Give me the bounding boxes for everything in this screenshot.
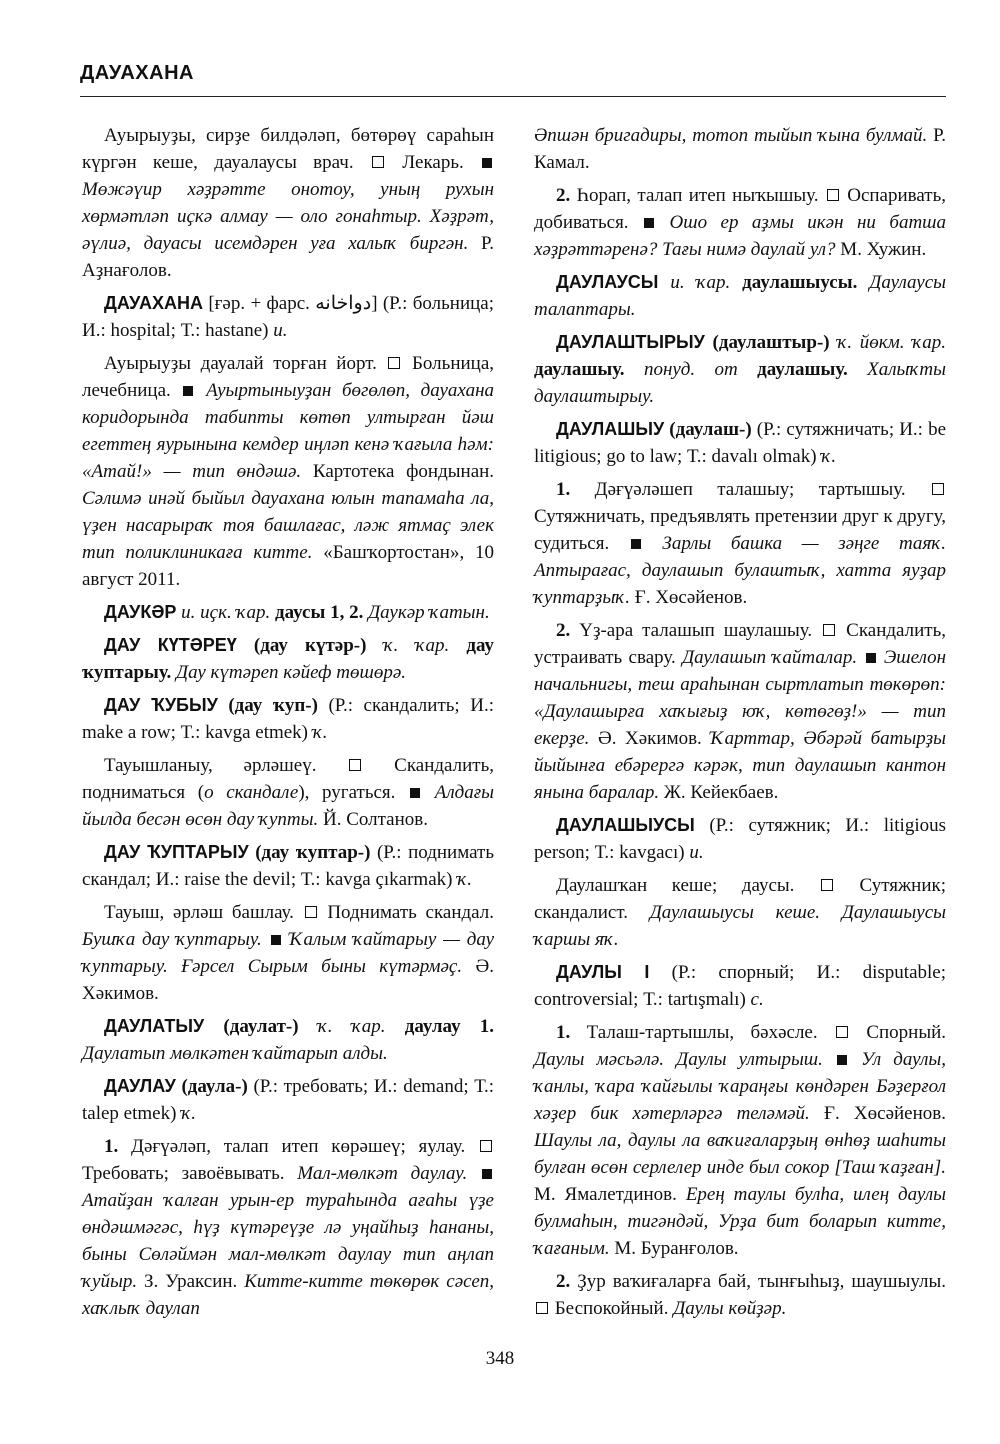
entry-dau-kuptaryu: ДАУ ҠУПТАРЫУ (дау ҡуптар-) (Р.: поднимать скандал; И.: raise the devil; Т.: kavga çıkarmak) ҡ. xyxy=(82,842,495,890)
right-column xyxy=(534,122,946,1328)
russian-marker-icon xyxy=(536,1302,548,1314)
left-column xyxy=(82,122,494,1328)
russian-marker-icon xyxy=(305,906,317,918)
example-marker-icon xyxy=(837,1055,847,1065)
example-marker-icon xyxy=(482,158,492,168)
headword: ДАУ ҠУБЫУ xyxy=(104,695,218,715)
headword: ДАУЛАУСЫ xyxy=(556,272,659,292)
russian-marker-icon xyxy=(349,759,361,771)
entry-sense: 2. Үҙ-ара талашып шаулашыу. Скандалить, устраивать свару. Даулашып ҡайталар. Эшелон начальнигы, теш араһынан сыртлатып төкөрөп: «Даулашырға хаҡығыҙ юҡ, көтөгөҙ!» — тип екерҙе. Ә. Хәкимов. Ҡарттар, Әбәрәй батырҙы йыйынға ебәрергә кәрәк, тип даулашып кантон янына баралар. Ж. Кейекбаев. xyxy=(534,620,947,803)
entry-dauakhana: ДАУАХАНА [ғәр. + фарс. دواخانه] (Р.: больница; И.: hospital; Т.: hastane) и. xyxy=(82,293,494,341)
example-marker-icon xyxy=(410,788,420,798)
example-marker-icon xyxy=(482,1169,492,1179)
headword: ДАУКӘР xyxy=(104,602,177,622)
headword: ДАУЛЫ I xyxy=(556,962,650,982)
entry-continuation: Ауырыуҙы, сирҙе билдәләп, бөтөрөү сараһын күргән кеше, дауалаусы врач. Лекарь. Мөжәүир хәҙрәтте онотоу, уның рухын хөрмәтләп иҫкә алмау — оло гонаһтыр. Хәҙрәт, әүлиә, дауасы исемдәрен уға халыҡ биргән. Р. Аҙнағолов. xyxy=(82,125,494,281)
page-number: 348 xyxy=(485,1348,515,1369)
entry-daulau: ДАУЛАУ (даула-) (Р.: требовать; И.: demand; Т.: talep etmek) ҡ. xyxy=(82,1076,495,1124)
entry-daulashyusy: ДАУЛАШЫУСЫ (Р.: сутяжник; И.: litigious person; Т.: kavgacı) и. xyxy=(534,815,946,863)
entry-definition: Тауышланыу, әрләшеү. Скандалить, подниматься (о скандале), ругаться. Алдағы йылда бесән өсөн дау ҡупты. Й. Солтанов. xyxy=(82,755,495,830)
example-marker-icon xyxy=(866,653,876,663)
headword: ДАУЛАТЫУ xyxy=(104,1016,205,1036)
entry-definition: Тауыш, әрләш башлау. Поднимать скандал. Бушҡа дау ҡуптарыу. Ҡалым ҡайтарыу — дау ҡуптарыу. Ғәрсел Сырым быны күтәрмәҫ. Ә. Хәкимов. xyxy=(82,902,495,1004)
russian-marker-icon xyxy=(932,483,944,495)
entry-definition: Даулашҡан кеше; даусы. Сутяжник; скандалист. Даулашыусы кеше. Даулашыусы ҡаршы яҡ. xyxy=(534,875,947,950)
russian-marker-icon xyxy=(821,879,833,891)
header-rule xyxy=(80,96,946,97)
entry-sense: 2. Һорап, талап итеп ныҡышыу. Оспаривать, добиваться. Ошо ер аҙмы икән ни батша хәҙрәттәренә? Тағы нимә даулай ул? М. Хужин. xyxy=(534,185,947,260)
entry-daukar: ДАУКӘР и. иҫк. ҡар. даусы 1, 2. Даукәр ҡатын. xyxy=(104,602,490,623)
russian-marker-icon xyxy=(823,624,835,636)
entry-daulashtyryu: ДАУЛАШТЫРЫУ (даулаштыр-) ҡ. йөкм. ҡар. даулашыу. понуд. от даулашыу. Халыҡты даулаштырыу. xyxy=(534,332,947,407)
entry-dau-kutareu: ДАУ КҮТӘРЕҮ (дау күтәр-) ҡ. ҡар. дау ҡуптарыу. Дау күтәреп кәйеф төшөрә. xyxy=(82,635,495,683)
example-marker-icon xyxy=(631,539,641,549)
example-marker-icon xyxy=(644,218,654,228)
entry-sense: 1. Дәғүәләп, талап итеп көрәшеү; яулау. Требовать; завоёвывать. Мал-мөлкәт даулау. Атайҙан ҡалған урын-ер тураһында ағаһы үҙе өндәшмәгәс, һүҙ күтәреүҙе лә уңайһыҙ һананы, быны Сөләймән мал-мөлкәт даулау тип аңлап ҡуйыр. З. Ураксин. Китте-китте төкөрөк сәсеп, хаҡлыҡ даулап xyxy=(82,1136,494,1319)
example-marker-icon xyxy=(183,386,193,396)
entry-dauly-1: ДАУЛЫ I (Р.: спорный; И.: disputable; controversial; Т.: tartışmalı) с. xyxy=(534,962,947,1010)
page-header xyxy=(80,62,946,85)
entry-daulashyu: ДАУЛАШЫУ (даулаш-) (Р.: сутяжничать; И.: be litigious; go to law; Т.: davalı olmak) ҡ. xyxy=(534,419,946,467)
entry-sense: 2. Ҙур ваҡиғаларға бай, тынғыһыҙ, шаушыулы. Беспокойный. Даулы көйҙәр. xyxy=(534,1268,946,1322)
entry-continuation: Әпшән бригадиры, тотоп тыйып ҡына булмай. Р. Камал. xyxy=(534,125,947,173)
russian-marker-icon xyxy=(388,357,400,369)
headword: ДАУЛАУ xyxy=(104,1076,176,1096)
headword: ДАУАХАНА xyxy=(104,293,203,313)
running-head: ДАУАХАНА xyxy=(80,62,194,84)
russian-marker-icon xyxy=(827,189,839,201)
entry-dau-kubyu: ДАУ ҠУБЫУ (дау ҡуп-) (Р.: скандалить; И.: make a row; Т.: kavga etmek) ҡ. xyxy=(82,695,494,743)
headword: ДАУЛАШЫУ xyxy=(556,419,665,439)
headword: ДАУ ҠУПТАРЫУ xyxy=(104,842,249,862)
headword: ДАУ КҮТӘРЕҮ xyxy=(104,635,237,655)
headword: ДАУЛАШТЫРЫУ xyxy=(556,332,705,352)
entry-daulausy: ДАУЛАУСЫ и. ҡар. даулашыусы. Даулаусы талаптары. xyxy=(534,272,946,320)
russian-marker-icon xyxy=(372,156,384,168)
example-marker-icon xyxy=(271,935,281,945)
russian-marker-icon xyxy=(480,1140,492,1152)
entry-sense: 1. Талаш-тартышлы, бәхәсле. Спорный. Даулы мәсьәлә. Даулы ултырыш. Ул даулы, ҡанлы, ҡара ҡайғылы ҡараңғы көндәрен Бәҙерғол хәҙер бик хәтерләргә теләмәй. Ғ. Хөсәйенов. Шаулы ла, даулы ла ваҡиғаларҙың өнһөҙ шаһиты булған өсөн серлелер инде был сокор [Таш ҡаҙған]. М. Ямалетдинов. Ерең таулы булһа, илең даулы булмаһын, тигәндәй, Урҙа бит боларып китте, ҡағаным. М. Буранғолов. xyxy=(534,1022,947,1259)
entry-sense: 1. Дәғүәләшеп талашыу; тартышыу. Сутяжничать, предъявлять претензии друг к другу, судиться. Зарлы башка — зәңге таяҡ. Аптырағас, даулашып булаштыҡ, хатта яуҙар ҡуптарҙыҡ. Ғ. Хөсәйенов. xyxy=(534,479,946,608)
headword: ДАУЛАШЫУСЫ xyxy=(556,815,695,835)
russian-marker-icon xyxy=(836,1026,848,1038)
entry-daulatyu: ДАУЛАТЫУ (даулат-) ҡ. ҡар. даулау 1. Даулатып мөлкәтен ҡайтарып алды. xyxy=(82,1016,495,1064)
entry-definition: Ауырыуҙы дауалай торған йорт. Больница, лечебница. Ауыртыныуҙан бөгөлөп, дауахана коридорында табипты көтөп ултырған йәш егеттең яурынына кемдер иңләп кенә ҡағыла һәм: «Атай!» — тип өндәшә. Картотека фондынан. Сәлимә инәй быйыл дауахана юлын тапамаһа ла, үҙен насарыраҡ тоя башлағас, ләж ятмаҫ элек тип поликлиникаға китте. «Башҡортостан», 10 август 2011. xyxy=(82,353,495,590)
